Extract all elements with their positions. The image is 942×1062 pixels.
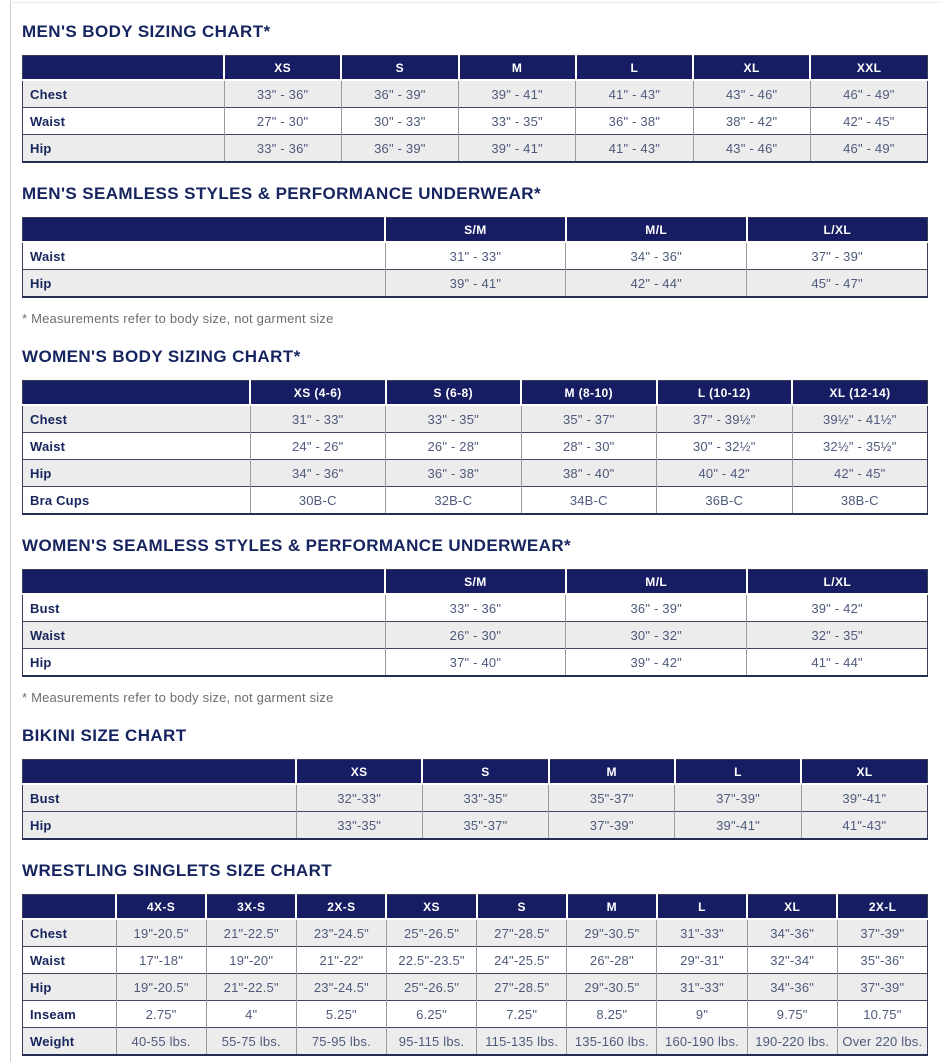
size-cell: 39" - 41" bbox=[459, 135, 576, 163]
size-cell: 19"-20.5" bbox=[116, 974, 206, 1001]
size-cell: 36" - 38" bbox=[386, 460, 522, 487]
column-header: S bbox=[477, 895, 567, 920]
chart-title: MEN'S SEAMLESS STYLES & PERFORMANCE UNDERWEAR* bbox=[22, 184, 541, 203]
table-row bbox=[23, 108, 928, 135]
size-cell: 34" - 36" bbox=[566, 242, 747, 270]
size-cell: 34"-36" bbox=[747, 919, 837, 947]
size-table bbox=[22, 217, 928, 298]
column-header: XS bbox=[224, 56, 341, 81]
size-cell: 39"-41" bbox=[675, 812, 801, 840]
size-cell: 30" - 32" bbox=[566, 622, 747, 649]
table-row bbox=[23, 270, 928, 298]
size-cell: 41" - 43" bbox=[576, 80, 693, 108]
column-header: S (6-8) bbox=[386, 381, 522, 406]
size-cell: 95-115 lbs. bbox=[386, 1028, 476, 1056]
size-cell: 27" - 30" bbox=[224, 108, 341, 135]
size-cell: 24"-25.5" bbox=[477, 947, 567, 974]
row-label: Bust bbox=[30, 790, 60, 806]
size-cell: 26"-28" bbox=[567, 947, 657, 974]
table-header bbox=[23, 381, 928, 406]
size-cell: 26" - 30" bbox=[385, 622, 566, 649]
size-cell: 37"-39" bbox=[549, 812, 675, 840]
size-cell: 45" - 47" bbox=[747, 270, 928, 298]
size-cell: 43" - 46" bbox=[693, 80, 810, 108]
header-label-spacer bbox=[23, 381, 251, 406]
row-label: Chest bbox=[30, 411, 68, 427]
table-row bbox=[23, 405, 928, 433]
chart-title: WOMEN'S BODY SIZING CHART* bbox=[22, 347, 301, 366]
row-label: Bra Cups bbox=[30, 492, 90, 508]
table-row bbox=[23, 784, 928, 812]
row-label: Hip bbox=[30, 140, 52, 156]
size-cell: 33"-35" bbox=[296, 812, 422, 840]
chart-title: WOMEN'S SEAMLESS STYLES & PERFORMANCE UNDERWEAR* bbox=[22, 536, 572, 555]
measurement-footnote: * Measurements refer to body size, not garment size bbox=[22, 690, 334, 705]
size-cell: 10.75" bbox=[837, 1001, 927, 1028]
row-label: Waist bbox=[30, 952, 66, 968]
row-label: Waist bbox=[30, 248, 66, 264]
table-row bbox=[23, 649, 928, 677]
size-cell: 29"-30.5" bbox=[567, 974, 657, 1001]
column-header: M/L bbox=[566, 570, 747, 595]
size-cell: 22.5"-23.5" bbox=[386, 947, 476, 974]
column-header: XL bbox=[693, 56, 810, 81]
size-cell: 55-75 lbs. bbox=[206, 1028, 296, 1056]
size-cell: 21"-22.5" bbox=[206, 974, 296, 1001]
size-cell: 40-55 lbs. bbox=[116, 1028, 206, 1056]
size-cell: 33"-35" bbox=[422, 784, 548, 812]
size-cell: 30" - 33" bbox=[341, 108, 458, 135]
size-cell: 39"-41" bbox=[801, 784, 927, 812]
row-label: Inseam bbox=[30, 1006, 77, 1022]
size-cell: 190-220 lbs. bbox=[747, 1028, 837, 1056]
size-cell: 26" - 28" bbox=[386, 433, 522, 460]
row-label: Waist bbox=[30, 627, 66, 643]
header-row bbox=[23, 56, 928, 81]
size-cell: 42" - 45" bbox=[792, 460, 928, 487]
size-cell: 19"-20" bbox=[206, 947, 296, 974]
size-cell: 36" - 39" bbox=[341, 80, 458, 108]
table-row bbox=[23, 80, 928, 108]
size-cell: 25"-26.5" bbox=[386, 974, 476, 1001]
size-cell: 36" - 39" bbox=[341, 135, 458, 163]
size-cell: 32"-34" bbox=[747, 947, 837, 974]
size-cell: 28" - 30" bbox=[521, 433, 657, 460]
size-cell: 31"-33" bbox=[657, 974, 747, 1001]
size-cell: 5.25" bbox=[296, 1001, 386, 1028]
size-cell: 37"-39" bbox=[837, 974, 927, 1001]
size-cell: 39" - 41" bbox=[459, 80, 576, 108]
size-cell: 33" - 36" bbox=[385, 594, 566, 622]
size-cell: 2.75" bbox=[116, 1001, 206, 1028]
table-row bbox=[23, 460, 928, 487]
table-row bbox=[23, 812, 928, 840]
size-cell: 39½" - 41½" bbox=[792, 405, 928, 433]
column-header: XS bbox=[296, 760, 422, 785]
size-cell: 33" - 35" bbox=[459, 108, 576, 135]
size-cell: 115-135 lbs. bbox=[477, 1028, 567, 1056]
size-cell: 8.25" bbox=[567, 1001, 657, 1028]
size-cell: 27"-28.5" bbox=[477, 974, 567, 1001]
table-row bbox=[23, 1001, 928, 1028]
header-row bbox=[23, 218, 928, 243]
column-header: XL bbox=[801, 760, 927, 785]
column-header: XL bbox=[747, 895, 837, 920]
table-header bbox=[23, 56, 928, 81]
header-row bbox=[23, 895, 928, 920]
size-cell: 30" - 32½" bbox=[657, 433, 793, 460]
chart-sections bbox=[22, 22, 928, 1056]
size-cell: 27"-28.5" bbox=[477, 919, 567, 947]
table-row bbox=[23, 135, 928, 163]
table-body bbox=[23, 80, 928, 162]
column-header: S bbox=[422, 760, 548, 785]
size-cell: 33" - 35" bbox=[386, 405, 522, 433]
size-cell: 41" - 43" bbox=[576, 135, 693, 163]
size-cell: 40" - 42" bbox=[657, 460, 793, 487]
table-row bbox=[23, 594, 928, 622]
table-row bbox=[23, 487, 928, 515]
table-row bbox=[23, 242, 928, 270]
size-cell: 75-95 lbs. bbox=[296, 1028, 386, 1056]
header-label-spacer bbox=[23, 895, 117, 920]
size-cell: 32½" - 35½" bbox=[792, 433, 928, 460]
size-cell: 135-160 lbs. bbox=[567, 1028, 657, 1056]
column-header: M bbox=[459, 56, 576, 81]
row-label: Waist bbox=[30, 438, 66, 454]
column-header: M (8-10) bbox=[521, 381, 657, 406]
size-cell: 7.25" bbox=[477, 1001, 567, 1028]
column-header: L (10-12) bbox=[657, 381, 793, 406]
page-top-border bbox=[10, 2, 942, 3]
column-header: L bbox=[576, 56, 693, 81]
header-row bbox=[23, 760, 928, 785]
column-header: S/M bbox=[385, 218, 566, 243]
header-row bbox=[23, 381, 928, 406]
column-header: L/XL bbox=[747, 570, 928, 595]
column-header: 4X-S bbox=[116, 895, 206, 920]
table-row bbox=[23, 622, 928, 649]
size-cell: 42" - 45" bbox=[810, 108, 927, 135]
size-cell: 4" bbox=[206, 1001, 296, 1028]
column-header: L bbox=[675, 760, 801, 785]
header-label-spacer bbox=[23, 570, 386, 595]
size-cell: 39" - 41" bbox=[385, 270, 566, 298]
header-label-spacer bbox=[23, 218, 386, 243]
size-cell: 6.25" bbox=[386, 1001, 476, 1028]
size-cell: 31"-33" bbox=[657, 919, 747, 947]
size-table bbox=[22, 894, 928, 1056]
size-cell: 31" - 33" bbox=[250, 405, 386, 433]
size-cell: 35"-37" bbox=[549, 784, 675, 812]
size-cell: 30B-C bbox=[250, 487, 386, 515]
table-row bbox=[23, 433, 928, 460]
size-table bbox=[22, 569, 928, 677]
row-label: Hip bbox=[30, 465, 52, 481]
column-header: XL (12-14) bbox=[792, 381, 928, 406]
size-cell: 39" - 42" bbox=[566, 649, 747, 677]
header-row bbox=[23, 570, 928, 595]
size-cell: 42" - 44" bbox=[566, 270, 747, 298]
size-cell: 32B-C bbox=[386, 487, 522, 515]
size-cell: 9" bbox=[657, 1001, 747, 1028]
table-row bbox=[23, 1028, 928, 1056]
size-cell: 33" - 36" bbox=[224, 135, 341, 163]
column-header: 2X-S bbox=[296, 895, 386, 920]
header-label-spacer bbox=[23, 56, 225, 81]
row-label: Waist bbox=[30, 113, 66, 129]
size-cell: 32"-33" bbox=[296, 784, 422, 812]
column-header: S bbox=[341, 56, 458, 81]
table-header bbox=[23, 760, 928, 785]
size-cell: 31" - 33" bbox=[385, 242, 566, 270]
size-cell: 21"-22.5" bbox=[206, 919, 296, 947]
table-row bbox=[23, 947, 928, 974]
size-cell: 35"-37" bbox=[422, 812, 548, 840]
chart-title: WRESTLING SINGLETS SIZE CHART bbox=[22, 861, 333, 880]
size-cell: 41"-43" bbox=[801, 812, 927, 840]
column-header: L/XL bbox=[747, 218, 928, 243]
size-cell: 23"-24.5" bbox=[296, 919, 386, 947]
row-label: Hip bbox=[30, 654, 52, 670]
chart-section bbox=[22, 347, 928, 515]
table-body bbox=[23, 784, 928, 839]
size-cell: 19"-20.5" bbox=[116, 919, 206, 947]
size-cell: Over 220 lbs. bbox=[837, 1028, 927, 1056]
size-cell: 32" - 35" bbox=[747, 622, 928, 649]
measurement-footnote: * Measurements refer to body size, not garment size bbox=[22, 311, 334, 326]
size-cell: 43" - 46" bbox=[693, 135, 810, 163]
size-cell: 36" - 39" bbox=[566, 594, 747, 622]
size-cell: 36" - 38" bbox=[576, 108, 693, 135]
row-label: Hip bbox=[30, 275, 52, 291]
column-header: XS (4-6) bbox=[250, 381, 386, 406]
row-label: Chest bbox=[30, 925, 68, 941]
size-cell: 35"-36" bbox=[837, 947, 927, 974]
size-cell: 37" - 39½" bbox=[657, 405, 793, 433]
chart-section bbox=[22, 536, 928, 705]
table-body bbox=[23, 919, 928, 1055]
row-label: Weight bbox=[30, 1033, 75, 1049]
size-cell: 37" - 39" bbox=[747, 242, 928, 270]
column-header: 3X-S bbox=[206, 895, 296, 920]
size-cell: 29"-31" bbox=[657, 947, 747, 974]
size-cell: 25"-26.5" bbox=[386, 919, 476, 947]
column-header: XXL bbox=[810, 56, 927, 81]
column-header: 2X-L bbox=[837, 895, 927, 920]
size-cell: 46" - 49" bbox=[810, 80, 927, 108]
chart-section bbox=[22, 22, 928, 163]
column-header: M bbox=[549, 760, 675, 785]
size-cell: 17"-18" bbox=[116, 947, 206, 974]
size-cell: 39" - 42" bbox=[747, 594, 928, 622]
table-header bbox=[23, 570, 928, 595]
column-header: L bbox=[657, 895, 747, 920]
size-cell: 24" - 26" bbox=[250, 433, 386, 460]
size-cell: 21"-22" bbox=[296, 947, 386, 974]
table-body bbox=[23, 242, 928, 297]
size-table bbox=[22, 380, 928, 515]
size-table bbox=[22, 55, 928, 163]
size-cell: 37" - 40" bbox=[385, 649, 566, 677]
table-row bbox=[23, 919, 928, 947]
row-label: Hip bbox=[30, 979, 52, 995]
column-header: XS bbox=[386, 895, 476, 920]
size-cell: 38" - 42" bbox=[693, 108, 810, 135]
size-cell: 37"-39" bbox=[675, 784, 801, 812]
chart-title: BIKINI SIZE CHART bbox=[22, 726, 187, 745]
size-cell: 38B-C bbox=[792, 487, 928, 515]
size-cell: 35" - 37" bbox=[521, 405, 657, 433]
size-cell: 23"-24.5" bbox=[296, 974, 386, 1001]
chart-section bbox=[22, 861, 928, 1056]
size-cell: 29"-30.5" bbox=[567, 919, 657, 947]
table-body bbox=[23, 594, 928, 676]
size-cell: 41" - 44" bbox=[747, 649, 928, 677]
header-label-spacer bbox=[23, 760, 297, 785]
chart-section bbox=[22, 184, 928, 326]
chart-title: MEN'S BODY SIZING CHART* bbox=[22, 22, 271, 41]
column-header: M/L bbox=[566, 218, 747, 243]
size-cell: 34" - 36" bbox=[250, 460, 386, 487]
size-table bbox=[22, 759, 928, 840]
size-cell: 33" - 36" bbox=[224, 80, 341, 108]
size-cell: 46" - 49" bbox=[810, 135, 927, 163]
row-label: Hip bbox=[30, 817, 52, 833]
row-label: Chest bbox=[30, 86, 68, 102]
size-cell: 9.75" bbox=[747, 1001, 837, 1028]
column-header: M bbox=[567, 895, 657, 920]
size-cell: 37"-39" bbox=[837, 919, 927, 947]
page-left-border bbox=[10, 0, 11, 1062]
table-header bbox=[23, 895, 928, 920]
size-cell: 38" - 40" bbox=[521, 460, 657, 487]
table-row bbox=[23, 974, 928, 1001]
row-label: Bust bbox=[30, 600, 60, 616]
chart-section bbox=[22, 726, 928, 840]
size-cell: 160-190 lbs. bbox=[657, 1028, 747, 1056]
size-cell: 36B-C bbox=[657, 487, 793, 515]
table-header bbox=[23, 218, 928, 243]
size-cell: 34"-36" bbox=[747, 974, 837, 1001]
column-header: S/M bbox=[385, 570, 566, 595]
size-cell: 34B-C bbox=[521, 487, 657, 515]
table-body bbox=[23, 405, 928, 514]
